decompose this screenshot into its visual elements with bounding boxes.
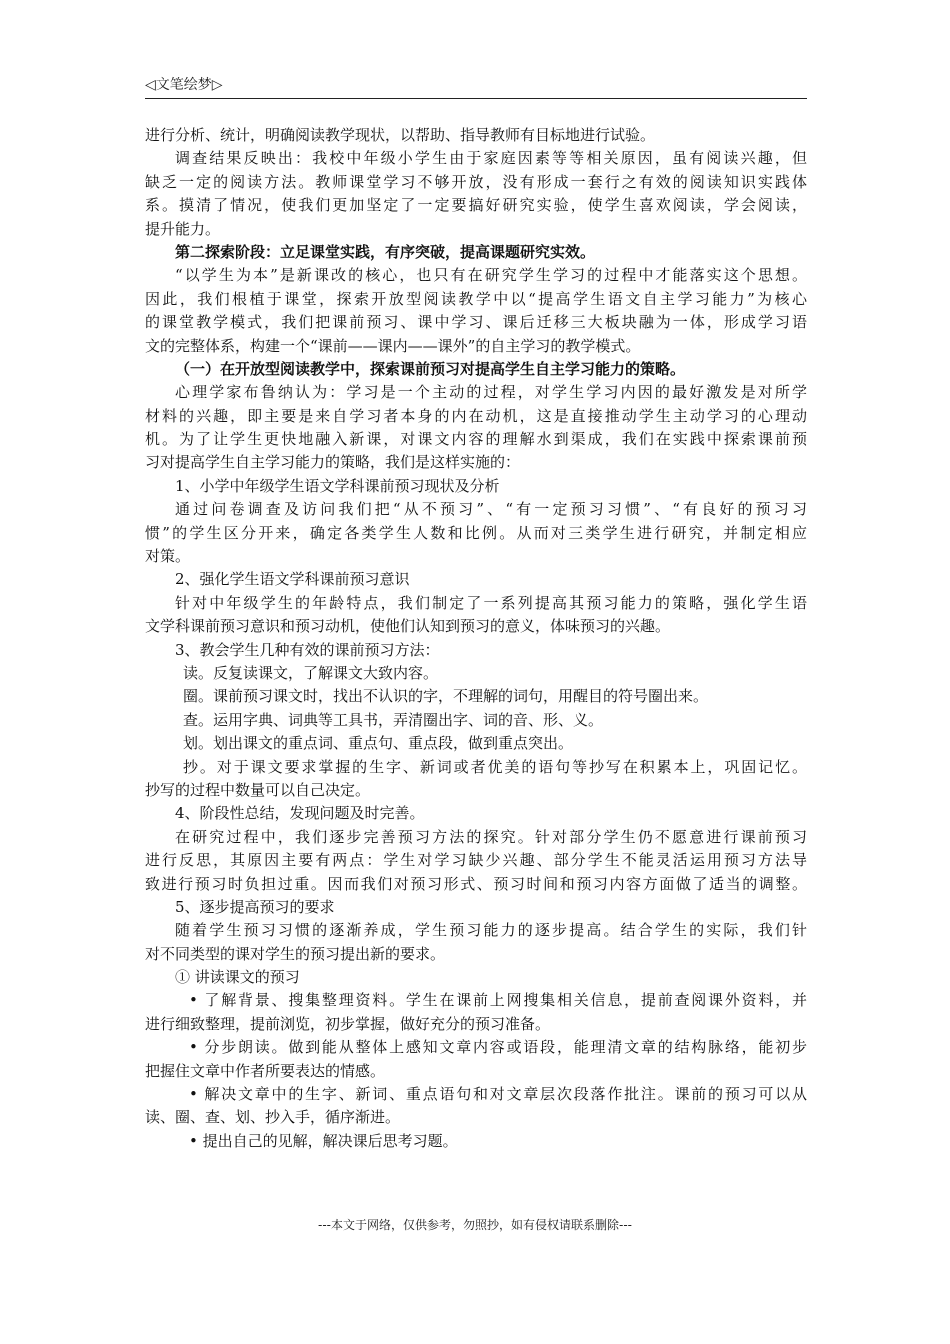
text-line: 划。划出课文的重点词、重点句、重点段，做到重点突出。 [183,734,574,753]
text-line: 进行分析、统计，明确阅读教学现状，以帮助、指导教师有目标地进行试验。 [145,126,656,144]
text-line: 2、强化学生语文学科课前预习意识 [175,570,410,589]
page-header [145,76,807,99]
section-heading-line: （一）在开放型阅读教学中，探索课前预习对提高学生自主学习能力的策略。 [175,359,686,378]
text-line: • 了解背景、搜集整理资料。学生在课前上网搜集相关信息，提前查阅课外资料，并 [189,991,807,1010]
text-line: 进行反思，其原因主要有两点：学生对学习缺少兴趣、部分学生不能灵活运用预习方法导 [145,851,807,870]
text-line: 惯”的学生区分开来，确定各类学生人数和比例。从而对三类学生进行研究，并制定相应 [145,523,807,542]
text-line: 对策。 [145,547,191,566]
page-footer: ---本文于网络，仅供参考，勿照抄，如有侵权请联系删除--- [318,1218,632,1232]
text-line: 缺乏一定的阅读方法。教师课堂学习不够开放，没有形成一套行之有效的阅读知识实践体 [145,172,807,191]
text-line: 通过问卷调查及访问我们把“从不预习”、“有一定预习习惯”、“有良好的预习习 [175,500,807,519]
text-line: 读。反复读课文，了解课文大致内容。 [183,663,439,682]
text-line: • 解决文章中的生字、新词、重点语句和对文章层次段落作批注。课前的预习可以从 [189,1085,807,1104]
text-line: 调查结果反映出：我校中年级小学生由于家庭因素等等相关原因，虽有阅读兴趣，但 [175,149,807,168]
text-line: 查。运用字典、词典等工具书，弄清圈出字、词的音、形、义。 [183,710,604,729]
text-line: ① 讲读课文的预习 [175,968,300,987]
text-line: 习对提高学生自主学习能力的策略，我们是这样实施的： [145,453,521,472]
text-line: 提升能力。 [145,219,221,238]
text-line: • 分步朗读。做到能从整体上感知文章内容或语段，能理清文章的结构脉络，能初步 [189,1038,807,1057]
text-line: 对不同类型的课对学生的预习提出新的要求。 [145,944,446,963]
text-line: 3、教会学生几种有效的课前预习方法： [175,640,440,659]
text-line: 的课堂教学模式，我们把课前预习、课中学习、课后迁移三大板块融为一体，形成学习语 [145,313,807,332]
text-line: 进行细致整理，提前浏览，初步掌握，做好充分的预习准备。 [145,1014,551,1033]
text-line: 心理学家布鲁纳认为：学习是一个主动的过程，对学生学习内因的最好激发是对所学 [175,383,807,402]
text-line: 抄写的过程中数量可以自己决定。 [145,780,371,799]
text-line: 把握住文章中作者所要表达的情感。 [145,1061,386,1080]
section-heading-line: 第二探索阶段：立足课堂实践，有序突破，提高课题研究实效。 [175,242,596,261]
text-line: • 提出自己的见解，解决课后思考习题。 [189,1131,458,1150]
text-line: 4、阶段性总结，发现问题及时完善。 [175,804,425,823]
text-line: 系。摸清了情况，使我们更加坚定了一定要搞好研究实验，使学生喜欢阅读，学会阅读， [145,196,807,215]
text-line: “以学生为本”是新课改的核心，也只有在研究学生学习的过程中才能落实这个思想。 [175,266,807,285]
header-title: ◁文笔绘梦▷ [145,77,223,93]
text-line: 因此，我们根植于课堂，探索开放型阅读教学中以“提高学生语文自主学习能力”为核心 [145,289,807,308]
text-line: 抄。对于课文要求掌握的生字、新词或者优美的语句等抄写在积累本上，巩固记忆。 [183,757,807,776]
text-line: 在研究过程中，我们逐步完善预习方法的探究。针对部分学生仍不愿意进行课前预习 [175,827,807,846]
text-line: 随着学生预习习惯的逐渐养成，学生预习能力的逐步提高。结合学生的实际，我们针 [175,921,807,940]
text-line: 针对中年级学生的年龄特点，我们制定了一系列提高其预习能力的策略，强化学生语 [175,593,807,612]
text-line: 5、逐步提高预习的要求 [175,897,335,916]
text-line: 文学科课前预习意识和预习动机，使他们认知到预习的意义，体味预习的兴趣。 [145,617,671,636]
text-line: 圈。课前预习课文时，找出不认识的字，不理解的词句，用醒目的符号圈出来。 [183,687,709,706]
text-line: 致进行预习时负担过重。因而我们对预习形式、预习时间和预习内容方面做了适当的调整。 [145,874,807,893]
text-line: 1、小学中年级学生语文学科课前预习现状及分析 [175,476,500,495]
text-line: 读、圈、查、划、抄入手，循序渐进。 [145,1108,401,1127]
text-line: 文的完整体系，构建一个“课前——课内——课外”的自主学习的教学模式。 [145,336,641,355]
document-body [145,124,807,1153]
text-line: 机。为了让学生更快地融入新课，对课文内容的理解水到渠成，我们在实践中探索课前预 [145,430,807,449]
text-line: 材料的兴趣，即主要是来自学习者本身的内在动机，这是直接推动学生主动学习的心理动 [145,406,807,425]
